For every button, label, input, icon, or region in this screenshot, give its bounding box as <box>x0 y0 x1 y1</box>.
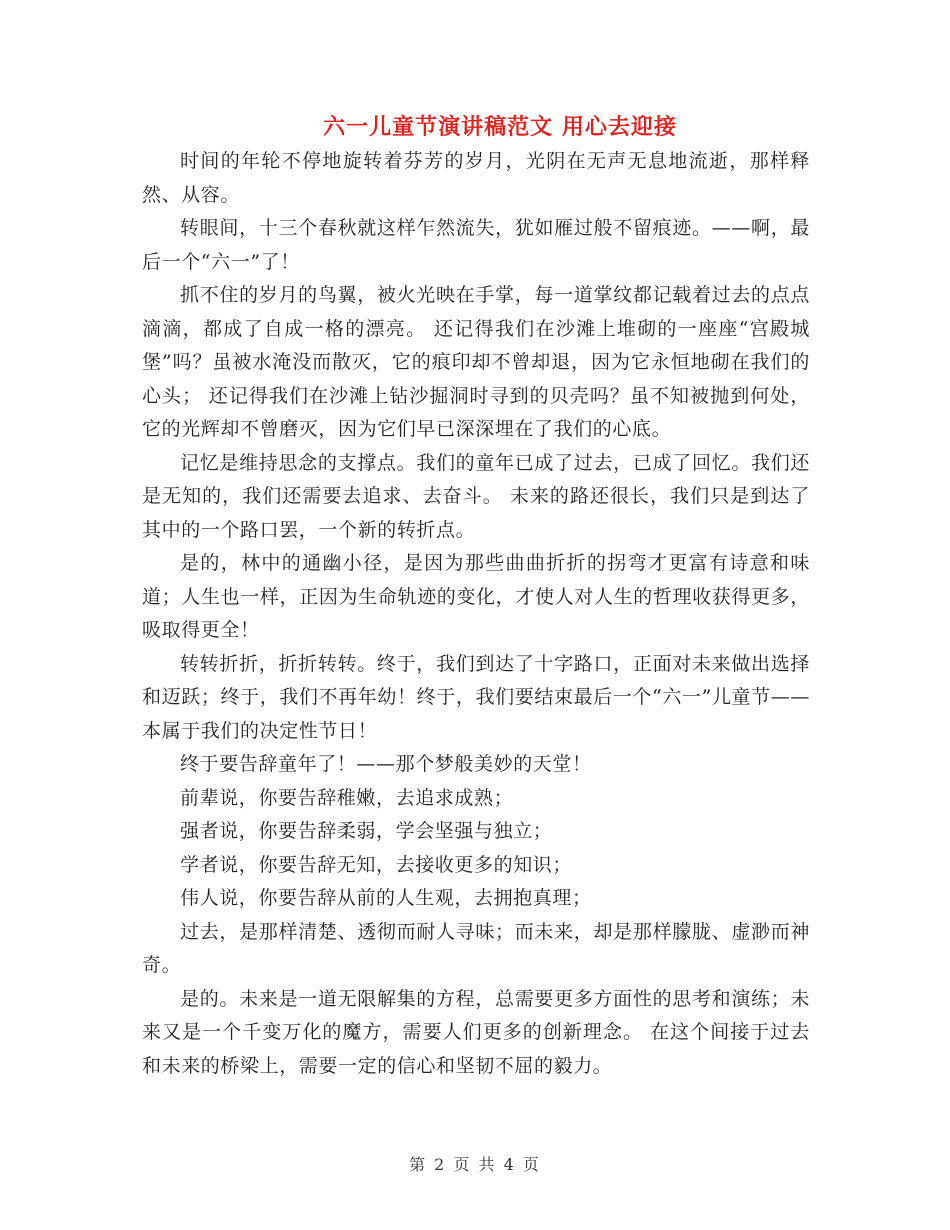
paragraph: 记忆是维持思念的支撑点。我们的童年已成了过去，已成了回忆。我们还是无知的，我们还需要去追求、去奋斗。 未来的路还很长，我们只是到达了其中的一个路口罢，一个新的转折点。 <box>142 451 810 541</box>
page-footer: 第 2 页 共 4 页 <box>409 1155 541 1174</box>
paragraph: 伟人说，你要告辞从前的人生观，去拥抱真理； <box>180 887 592 909</box>
paragraph: 过去，是那样清楚、透彻而耐人寻味；而未来，却是那样朦胧、虚渺而神奇。 <box>142 920 810 976</box>
paragraph: 终于要告辞童年了！——那个梦般美妙的天堂！ <box>180 753 592 775</box>
paragraph: 是的。未来是一道无限解集的方程，总需要更多方面性的思考和演练；未来又是一个千变万化的魔方，需要人们更多的创新理念。 在这个间接于过去和未来的桥梁上，需要一定的信心和坚韧不屈的毅力。 <box>142 987 810 1077</box>
document-body <box>142 145 810 1083</box>
paragraph: 抓不住的岁月的鸟翼，被火光映在手掌，每一道掌纹都记载着过去的点点滴滴，都成了自成一格的漂亮。 还记得我们在沙滩上堆砌的一座座“宫殿城堡”吗？虽被水淹没而散灭，它的痕印却不曾却退，因为它永恒地砌在我们的心头； 还记得我们在沙滩上钻沙掘洞时寻到的贝壳吗？虽不知被抛到何处，它的光辉却不曾磨灭，因为它们早已深深埋在了我们的心底。 <box>142 284 810 440</box>
paragraph: 是的，林中的通幽小径，是因为那些曲曲折折的拐弯才更富有诗意和味道；人生也一样，正因为生命轨迹的变化，才使人对人生的哲理收获得更多，吸取得更全！ <box>142 552 810 641</box>
paragraph: 前辈说，你要告辞稚嫩，去追求成熟； <box>180 786 514 809</box>
paragraph: 强者说，你要告辞柔弱，学会坚强与独立； <box>180 820 553 842</box>
paragraph: 学者说，你要告辞无知，去接收更多的知识； <box>180 853 573 876</box>
document-title: 六一儿童节演讲稿范文 用心去迎接 <box>323 114 677 140</box>
paragraph: 转转折折，折折转转。终于，我们到达了十字路口，正面对未来做出选择和迈跃；终于，我们不再年幼！终于，我们要结束最后一个“六一”儿童节——本属于我们的决定性节日！ <box>142 652 810 742</box>
paragraph: 时间的年轮不停地旋转着芬芳的岁月，光阴在无声无息地流逝，那样释然、从容。 <box>142 150 810 206</box>
paragraph: 转眼间，十三个春秋就这样乍然流失，犹如雁过般不留痕迹。——啊，最后一个“六一”了！ <box>142 217 810 273</box>
